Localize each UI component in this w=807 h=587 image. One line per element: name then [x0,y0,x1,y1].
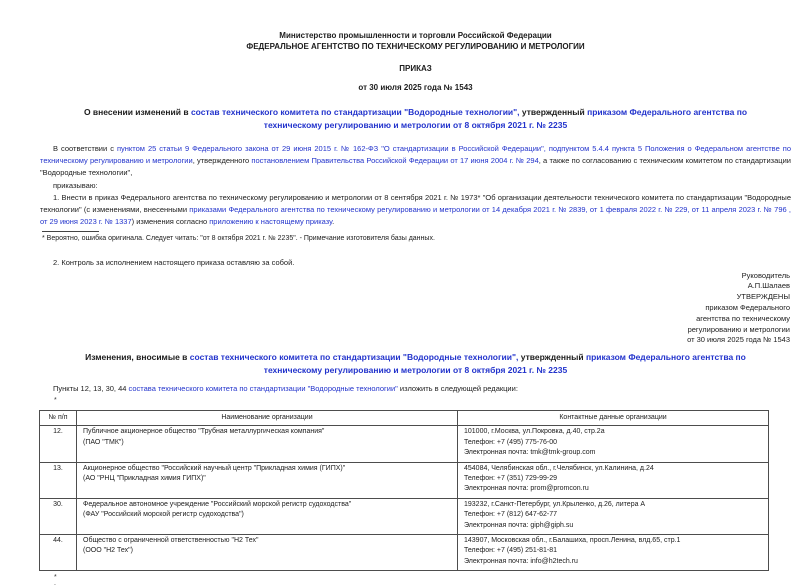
text-line: от 30 июля 2025 года № 1543 [687,335,790,345]
text-segment: В соответствии с [53,144,117,153]
cell-line: 193232, г.Санкт-Петербург, ул.Крыленко, д.26, литера А [464,500,646,508]
text-segment: , утвержденного [192,156,252,166]
cell-line: Федеральное автономное учреждение "Российский морской регистр судоходства" [83,500,352,508]
text-segment: Пункты 12, 13, 30, 44 [53,384,129,394]
cell-line: Электронная почта: prom@promcon.ru [464,485,589,493]
text-line: * [54,574,57,582]
col-header-num: № п/п [40,411,77,426]
cell-line: (ФАУ "Российский морской регистр судоходства") [83,511,244,519]
stray-asterisk-top: * [54,397,57,405]
cell-line: Акционерное общество "Российский научный центр "Прикладная химия (ГИПХ)" [83,464,346,472]
text-segment: , а также по согласованию с техническим комитетом по стандартизации "Водородные технологии", [40,156,791,178]
intro-paragraph [40,143,791,180]
col-header-contact: Контактные данные организации [458,411,769,426]
cell-line: Телефон: +7 (495) 251-81-81 [464,547,558,555]
cell-line: (АО "РНЦ "Прикладная химия ГИПХ)" [83,475,206,483]
cell-line: 30. [53,500,63,508]
prikaz-word: приказываю: [53,180,98,190]
signature-block [40,271,791,347]
text-segment: изложить в следующей редакции: [397,384,518,394]
cell-organization-name [77,426,458,462]
doc-link[interactable]: постановлением Правительства Российской Федерации от 17 июня 2004 г. № 294 [251,156,539,166]
cell-organization-contacts [458,426,769,462]
cell-organization-contacts [458,462,769,498]
cell-line: 101000, г.Москва, ул.Покровка, д.40, стр.2а [464,428,605,436]
cell-line: (ООО "Н2 Тех") [83,547,133,555]
cell-organization-name [77,498,458,534]
text-line: УТВЕРЖДЕНЫ [736,292,790,302]
table-row [40,426,769,462]
text-segment: Изменения, вносимые в [85,352,190,363]
doc-link[interactable]: пунктом 25 статьи 9 Федерального закона от 29 июня 2015 г. № 162-ФЗ "О стандартизации в Российской Федерации", подпунктом 5.4.4 пункта 5 Положения о Федеральном агентстве по техническому регулированию и метрологии [40,144,791,166]
text-segment: О внесении изменений в [83,107,191,117]
text-segment: 1. Внести в приказ Федерального агентства по техническому регулированию и метрологии от 8 сентября 2021 г. № 1973* "Об организации деятельности технического комитета по стандартизации "Водородные технологии" (с изменениями, внесенными [40,192,791,215]
cell-organization-name [77,462,458,498]
organizations-table [39,410,769,571]
doc-date: от 30 июля 2025 года № 1543 [358,83,473,92]
footnote-rule [42,231,99,232]
doc-link[interactable]: состав технического комитета по стандартизации "Водородные технологии", [189,352,521,363]
cell-line: 143907, Московская обл., г.Балашиха, просп.Ленина, влд.65, стр.1 [464,537,681,545]
doc-link[interactable]: приказом Федерального агентства по техническому регулированию и метрологии от 8 октября 2021 г. № 2235 [263,107,748,130]
table-header-row [40,411,769,426]
cell-organization-contacts [458,535,769,571]
document-header [40,30,791,93]
cell-row-number [40,462,77,498]
doc-link[interactable]: приложению к настоящему приказу [209,217,333,227]
cell-line: Электронная почта: tmk@tmk-group.com [464,449,596,457]
cell-line: Электронная почта: giph@giph.su [464,521,574,529]
ministry-line: Министерство промышленности и торговли Российской Федерации [279,31,552,40]
document-title [40,106,791,131]
cell-line: Электронная почта: info@h2tech.ru [464,557,578,565]
cell-row-number [40,498,77,534]
cell-line: 454084, Челябинская обл., г.Челябинск, ул.Калинина, д.24 [464,464,654,472]
footnote-text: * Вероятно, ошибка оригинала. Следует читать: "от 8 октября 2021 г. № 2235". - Примечание изготовителя базы данных. [42,235,435,243]
cell-line: Телефон: +7 (351) 729-99-29 [464,475,558,483]
item-2-paragraph: 2. Контроль за исполнением настоящего приказа оставляю за собой. [53,258,295,268]
text-segment: . [332,217,335,227]
doc-link[interactable]: приказом Федерального агентства по техническому регулированию и метрологии от 8 октября 2021 г. № 2235 [263,352,746,375]
table-row [40,535,769,571]
cell-line: 13. [53,464,63,472]
text-segment: утвержденный [520,352,586,363]
text-line: регулированию и метрологии [687,324,790,334]
text-line: . [54,580,56,587]
punkty-paragraph [40,383,791,395]
changes-title [40,351,791,376]
doc-link[interactable]: приказами Федерального агентства по техническому регулированию и метрологии от 14 декабря 2021 г. № 2839, от 1 февраля 2022 г. № 229, от 11 апреля 2023 г. № 796 , от 29 июня 2023 г. № 1337 [40,205,792,227]
doc-link[interactable]: состав технического комитета по стандартизации "Водородные технологии", [190,107,522,117]
table-row [40,462,769,498]
table-row [40,498,769,534]
cell-line: 44. [53,537,63,545]
doc-link[interactable]: состава технического комитета по стандартизации "Водородные технологии" [128,384,398,394]
text-line: Руководитель [741,270,790,280]
text-line: А.П.Шалаев [747,281,790,291]
cell-row-number [40,426,77,462]
cell-line: Публичное акционерное общество "Трубная металлургическая компания" [83,428,325,436]
agency-line: ФЕДЕРАЛЬНОЕ АГЕНТСТВО ПО ТЕХНИЧЕСКОМУ РЕГУЛИРОВАНИЮ И МЕТРОЛОГИИ [246,42,585,51]
text-line: агентства по техническому [696,313,790,323]
item-1-paragraph [40,192,791,229]
cell-row-number [40,535,77,571]
cell-line: Общество с ограниченной ответственностью "Н2 Тех" [83,537,259,545]
cell-organization-contacts [458,498,769,534]
cell-organization-name [77,535,458,571]
cell-line: 12. [53,428,63,436]
text-segment: ) изменения согласно [131,217,210,227]
text-segment: утвержденный [521,107,588,117]
cell-line: (ПАО "ТМК") [83,438,124,446]
col-header-org: Наименование организации [77,411,458,426]
text-line: приказом Федерального [705,303,790,313]
cell-line: Телефон: +7 (812) 647-62-77 [464,511,558,519]
stray-marks-bottom [54,575,791,587]
doc-type: ПРИКАЗ [399,64,432,73]
cell-line: Телефон: +7 (495) 775-76-00 [464,438,558,446]
